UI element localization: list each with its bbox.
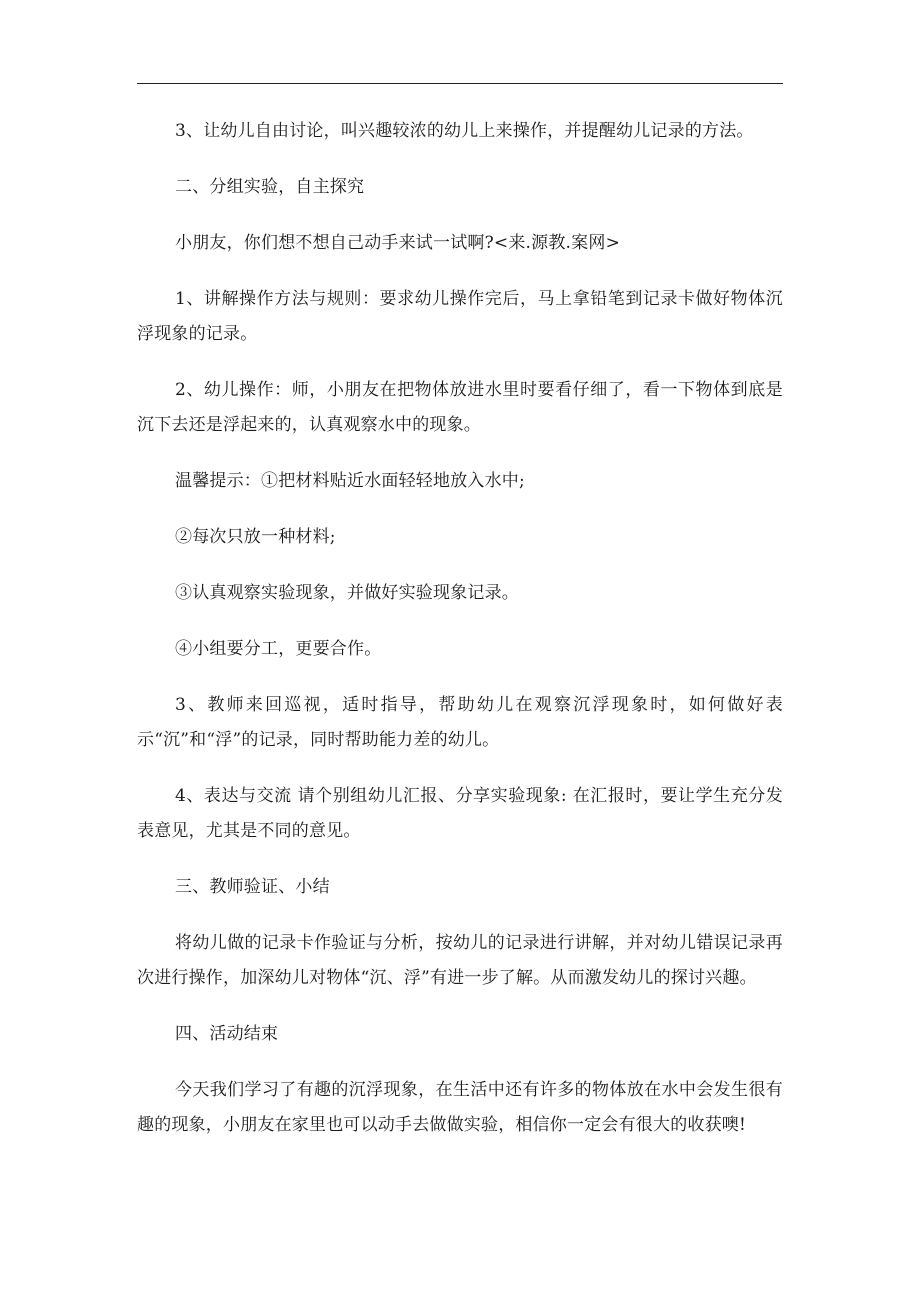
section-heading-activity-end: 四、活动结束 [175,1024,279,1044]
tip-item-4: ④小组要分工，更要合作。 [175,639,382,659]
paragraph-step-1-rules: 1、讲解操作方法与规则：要求幼儿操作完后，马上拿铅笔到记录卡做好物体沉浮现象的记录。 [137,289,783,344]
tip-item-1: 温馨提示：①把材料贴近水面轻轻地放入水中; [175,471,525,491]
paragraph-step-2-operation: 2、幼儿操作：师，小朋友在把物体放进水里时要看仔细了，看一下物体到底是沉下去还是浮起来的，认真观察水中的现象。 [137,380,783,435]
paragraph-step-4-exchange: 4、表达与交流 请个别组幼儿汇报、分享实验现象: 在汇报时，要让学生充分发表意见，尤其是不同的意见。 [137,786,783,841]
section-heading-verification: 三、教师验证、小结 [175,877,330,897]
tip-item-3: ③认真观察实验现象，并做好实验现象记录。 [175,583,519,603]
paragraph-step-3-guidance: 3、教师来回巡视，适时指导，帮助幼儿在观察沉浮现象时，如何做好表示“沉”和“浮”的记录，同时帮助能力差的幼儿。 [137,695,783,750]
header-rule [137,83,783,84]
tip-item-2: ②每次只放一种材料; [175,527,336,547]
section-heading-group-experiment: 二、分组实验，自主探究 [175,177,365,197]
paragraph-step-3-discussion: 3、让幼儿自由讨论，叫兴趣较浓的幼儿上来操作，并提醒幼儿记录的方法。 [175,121,754,141]
paragraph-verification: 将幼儿做的记录卡作验证与分析，按幼儿的记录进行讲解，并对幼儿错误记录再次进行操作，加深幼儿对物体“沉、浮”有进一步了解。从而激发幼儿的探讨兴趣。 [137,933,783,988]
paragraph-conclusion: 今天我们学习了有趣的沉浮现象，在生活中还有许多的物体放在水中会发生很有趣的现象，小朋友在家里也可以动手去做做实验，相信你一定会有很大的收获噢! [137,1080,783,1135]
document-body [137,114,783,1164]
paragraph-invitation: 小朋友，你们想不想自己动手来试一试啊?<来.源教.案网> [175,233,621,253]
